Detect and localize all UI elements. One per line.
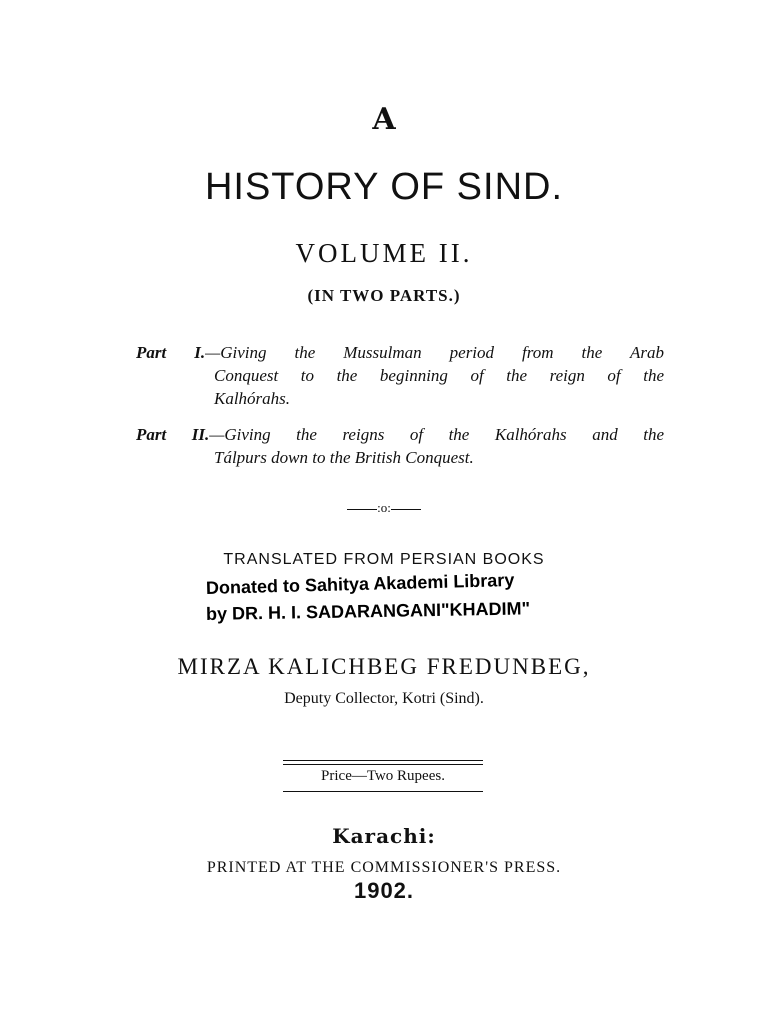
part-one-line-3: Kalhórahs. <box>214 389 291 408</box>
title-article: A <box>372 102 396 137</box>
volume-number: VOLUME II. <box>295 238 473 268</box>
part-one-description <box>136 341 664 410</box>
ornamental-divider <box>0 500 768 516</box>
divider-rule-right <box>391 509 421 510</box>
price-box <box>283 760 483 792</box>
publication-year: 1902. <box>353 878 415 903</box>
translated-from: TRANSLATED FROM PERSIAN BOOKS <box>223 551 545 568</box>
price-text: Price—Two Rupees. <box>283 764 483 787</box>
donation-stamp-line-1: Donated to Sahitya Akademi Library <box>205 569 515 598</box>
part-one-text-1: —Giving the Mussulman period from the Arab <box>205 343 664 362</box>
part-two-line-2: Tálpurs down to the British Conquest. <box>214 448 474 467</box>
part-one-line-1 <box>136 341 664 364</box>
part-two-text-1: —Giving the reigns of the Kalhórahs and the <box>209 425 664 444</box>
printer-line: PRINTED AT THE COMMISSIONER'S PRESS. <box>206 859 562 876</box>
part-two-description <box>136 423 664 469</box>
part-one-label: Part I. <box>136 343 206 362</box>
divider-mark: :o: <box>377 500 391 515</box>
part-one-line-2 <box>136 364 664 387</box>
donation-stamp-line-2: by DR. H. I. SADARANGANI"KHADIM" <box>205 598 531 624</box>
part-two-label: Part II. <box>136 425 210 444</box>
author-name: MIRZA KALICHBEG FREDUNBEG, <box>177 654 591 679</box>
parts-note: (IN TWO PARTS.) <box>307 286 461 305</box>
divider-rule-left <box>347 509 377 510</box>
book-title: HISTORY OF SIND. <box>204 166 564 208</box>
author-position: Deputy Collector, Kotri (Sind). <box>284 690 484 707</box>
printing-city: Karachi: <box>332 824 436 848</box>
part-two-line-1 <box>136 423 664 446</box>
part-one-text-2: Conquest to the beginning of the reign of the <box>214 366 664 385</box>
